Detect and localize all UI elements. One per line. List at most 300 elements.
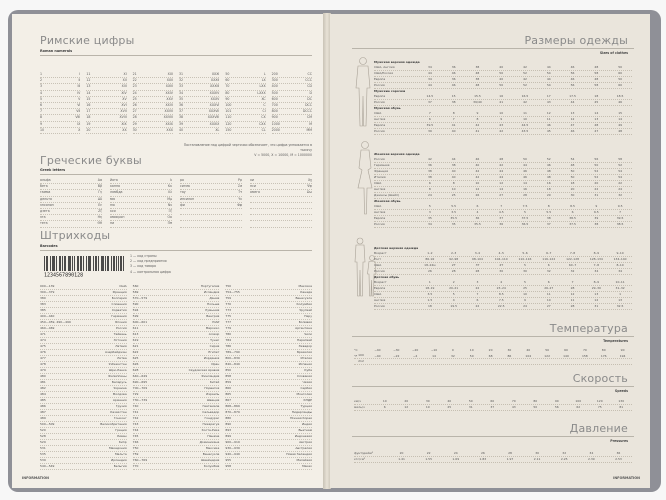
cell-value: Япония [115, 320, 127, 324]
cell-value: Македония [108, 446, 127, 450]
cell-key: 2000 [271, 127, 280, 132]
cell-key: 640—649 [132, 374, 148, 378]
cell-value: Новая Зеландия [286, 452, 312, 456]
row-value: 10–11 [615, 280, 625, 284]
row-value: 11 [546, 292, 551, 296]
cell-key: 940—949 [225, 452, 240, 456]
cell-value: Саудовская Аравия [188, 368, 220, 372]
cell-key: фи [180, 202, 185, 207]
cell-key: 479 [40, 368, 46, 372]
cell-key: 870—879 [225, 410, 240, 414]
cell-value: Турция [300, 404, 312, 408]
row-label: Россия [374, 100, 385, 104]
row-value: 40 [499, 65, 504, 69]
row-value: 1 [619, 292, 622, 296]
row-value: 12 [594, 298, 599, 302]
row-value: 38 [475, 77, 480, 81]
row-value: 50 [570, 175, 575, 179]
cell-key: 80 [225, 90, 230, 95]
row-value: 42 [475, 175, 480, 179]
row-value: 62 [576, 405, 581, 409]
cell-value: Νν [167, 202, 172, 207]
cell-key: 29 [132, 121, 137, 126]
row-value: 38 [594, 222, 599, 226]
cell-value: V [78, 96, 81, 101]
row-value: 44 [427, 71, 432, 75]
cell-key: омега [250, 190, 260, 195]
cell-key: каппа [110, 184, 120, 189]
cell-value: XXXIII [209, 84, 220, 89]
cell-key: 858 [225, 374, 232, 378]
cell-key: 471 [40, 332, 46, 336]
cell-value: Ρρ [238, 178, 242, 182]
group-heading-text: Женская обувь [374, 199, 401, 203]
row-value: 4–5 [498, 251, 504, 255]
row-value: 7.5 [522, 204, 528, 208]
row-value: 1.41 [398, 457, 405, 461]
row-value: 3 [476, 280, 479, 284]
cell-key: эта [40, 215, 46, 220]
women-sizes-table [374, 152, 632, 228]
row-value: 36 [499, 222, 504, 226]
row-value: 11 [570, 298, 575, 302]
row-value: 194 [619, 354, 626, 358]
cell-value: Молдова [112, 392, 127, 396]
row-value: 28 [475, 269, 480, 273]
cell-key: 860 [225, 386, 232, 390]
row-label: Англия [374, 117, 386, 121]
cell-key: 481 [40, 380, 46, 384]
cell-key: 850 [225, 368, 232, 372]
cell-key: 729 [132, 392, 139, 396]
row-value: 68 [488, 354, 493, 358]
cell-value: ЮАР [212, 320, 220, 324]
cell-key: 474 [40, 338, 46, 342]
row-value: 39 [427, 129, 432, 133]
row-value: 30 [570, 193, 575, 197]
row-value: 6 [428, 117, 431, 121]
row-label: Рост [374, 257, 382, 261]
cell-key: кси [110, 209, 116, 214]
row-value: 10 [382, 399, 387, 403]
barcodes-subtitle: Barcodes [40, 244, 58, 248]
table-cell [272, 128, 312, 134]
row-label: США [374, 204, 382, 208]
row-value: 56 [570, 71, 575, 75]
table-row [374, 304, 632, 310]
row-label: Россия [374, 157, 385, 161]
row-value: 6–7 [546, 251, 552, 255]
row-value: 34 [589, 451, 594, 455]
cell-value: Доминикана [199, 440, 220, 444]
cell-key: 20 [86, 127, 91, 132]
cell-value: Эквадор [298, 344, 312, 348]
row-value: 31–32 [615, 286, 625, 290]
cell-key: мю [110, 196, 116, 201]
cell-key: 000—139 [40, 284, 55, 288]
cell-value: DC [307, 96, 312, 101]
cell-key: 15 [86, 96, 91, 101]
row-value: 7.5 [498, 298, 504, 302]
cell-key: 890 [225, 422, 232, 426]
row-value: 8 [476, 117, 479, 121]
cell-value: II [78, 78, 81, 83]
row-value: 20–21 [449, 286, 459, 290]
cell-value: Исландия [203, 290, 220, 294]
row-value: 48 [546, 175, 551, 179]
cell-value: Чехия [302, 380, 312, 384]
row-value: 29 [546, 193, 551, 197]
cell-key: 754—755 [225, 290, 240, 294]
row-value: 16 [546, 181, 551, 185]
divider [352, 386, 634, 387]
cell-key: 759 [132, 452, 139, 456]
cell-key: дзета [40, 209, 50, 214]
row-value: 26–27 [544, 286, 554, 290]
row-value: 50 [570, 169, 575, 173]
cell-key: 528 [40, 434, 46, 438]
row-value: 14 [499, 187, 504, 191]
cell-key: 14 [86, 90, 91, 95]
row-value: 58 [594, 71, 599, 75]
divider [352, 48, 634, 49]
cell-key: 893 [225, 428, 232, 432]
speed-unit: Speeds [614, 389, 628, 393]
cell-value: DCC [305, 103, 312, 108]
row-value: 5.5 [546, 210, 552, 214]
cell-key: 740 [132, 404, 139, 408]
greek-subtitle: Greek letters [40, 168, 66, 172]
group-heading-text: Мужские сорочки [374, 89, 406, 93]
row-value: 46 [618, 100, 623, 104]
row-value: 44 [546, 65, 551, 69]
cell-key: 742 [132, 416, 139, 420]
cell-value: VI [77, 103, 81, 108]
row-value: 39 [594, 216, 599, 220]
row-value: 15 [618, 111, 623, 115]
row-value: 58 [594, 83, 599, 87]
cell-key: 450—459, 490—499 [40, 320, 71, 324]
row-value: 50 [499, 71, 504, 75]
cell-value: Египет [208, 350, 220, 354]
row-value: 52 [618, 163, 623, 167]
row-value: 122–128 [566, 257, 580, 261]
speed-row [354, 405, 632, 411]
cell-value: Хорватия [111, 308, 127, 312]
row-value: 48 [499, 157, 504, 161]
table-cell [180, 221, 242, 227]
row-value: 44 [523, 163, 527, 167]
row-value: 7 [428, 111, 431, 115]
row-value: 36 [451, 77, 456, 81]
cell-value: Боливия [298, 320, 312, 324]
cell-value: Азербайджан [105, 350, 127, 354]
cell-value: C [263, 103, 266, 108]
row-value: 28 [570, 286, 575, 290]
cell-value: XXVII [164, 109, 173, 114]
row-value: 15.5 [474, 94, 481, 98]
cell-value: I [79, 72, 81, 76]
row-value: 24 [618, 187, 623, 191]
table-cell [225, 464, 312, 470]
row-value: −10 [430, 348, 438, 352]
row-value: 60 [618, 83, 623, 87]
row-label: °F [354, 354, 358, 358]
cell-value: Узбекистан [108, 362, 127, 366]
cell-key: хи [250, 178, 254, 182]
row-value: 4 [500, 280, 503, 284]
cell-value: Казахстан [110, 410, 127, 414]
cell-value: Австрия [299, 440, 312, 444]
cell-key: 100 [225, 103, 232, 108]
cell-key: 599 [132, 314, 139, 318]
group-heading-text: Мужская верхняя одежда [374, 60, 420, 64]
row-value: 32 [570, 269, 575, 273]
cell-key: эпсилон [40, 202, 54, 207]
men-sizes-table [374, 60, 632, 135]
table-cell [40, 464, 127, 470]
row-value: 28 [570, 304, 575, 308]
cell-value: Δδ [97, 196, 102, 201]
row-value: 92–98 [449, 257, 459, 261]
cell-value: Колумбия [203, 464, 220, 468]
row-value: 31 [594, 304, 599, 308]
cell-value: Венесуэла [295, 296, 312, 300]
cell-key: 759 [225, 296, 232, 300]
row-value: 48 [594, 77, 599, 81]
cell-value: Парагвай [297, 338, 312, 342]
cell-value: Словакия [296, 374, 312, 378]
row-value: 32 [450, 354, 455, 358]
row-value: 9 [476, 111, 479, 115]
row-label: фунт/дюйм² [354, 451, 374, 455]
row-label: Возраст [374, 280, 387, 284]
row-value: 5 [524, 263, 526, 267]
cell-key: 489 [40, 416, 46, 420]
cell-value: Польша [206, 302, 220, 306]
cell-value: XXX [166, 127, 173, 132]
cell-value: XVI [121, 103, 127, 108]
cell-key: 779 [225, 326, 232, 330]
roman-table [40, 72, 312, 134]
row-value: 16 [499, 94, 504, 98]
cell-value: Швеция [206, 398, 220, 402]
roman-subtitle: Roman numerals [40, 49, 73, 53]
cell-key: 50 [225, 72, 230, 76]
row-value: 48 [475, 71, 480, 75]
row-value: 22 [475, 304, 480, 308]
row-value: 35 [451, 222, 456, 226]
row-value: 3–4 [474, 251, 481, 255]
row-value: 16 [523, 187, 527, 191]
row-value: 42 [475, 123, 480, 127]
row-value: 1–2 [427, 251, 433, 255]
row-value: 158 [581, 354, 588, 358]
row-value: 6 [383, 405, 386, 409]
cell-value: Ливан [116, 434, 127, 438]
cell-key: 613 [132, 332, 139, 336]
cell-key: альфа [40, 178, 51, 182]
cell-key: 800 [271, 109, 278, 114]
row-label: Россия [374, 269, 385, 273]
row-value: 98–104 [471, 257, 483, 261]
row-value: 50 [469, 354, 474, 358]
row-value: 3.5 [451, 210, 457, 214]
temperature-unit: Temperatures [603, 339, 628, 343]
cell-key: 730—739 [132, 398, 148, 402]
row-value: 2 [452, 280, 455, 284]
row-value: 13 [594, 117, 599, 121]
cell-key: 39 [178, 121, 184, 126]
cell-key: йота [110, 178, 118, 182]
cell-key: 539 [40, 458, 46, 462]
cell-value: CXX [259, 121, 266, 126]
row-value: 46 [475, 157, 480, 161]
row-value: 56 [570, 83, 575, 87]
row-value: 1.83 [479, 457, 487, 461]
cell-key: 400—440 [40, 314, 55, 318]
cell-key: 6 [40, 103, 43, 108]
cell-key: 622 [132, 350, 139, 354]
cell-value: LXXX [257, 90, 266, 95]
row-value: 37.5 [569, 222, 576, 226]
cell-key: 880 [225, 416, 232, 420]
row-label: Франция [374, 169, 389, 173]
cell-key: 520 [40, 428, 46, 432]
cell-key: 475 [40, 344, 46, 348]
row-value: 134–140 [613, 257, 627, 261]
cell-key: 789—790 [225, 350, 240, 354]
cell-value: Панама [207, 434, 220, 438]
row-value: 22 [475, 286, 480, 290]
cell-value: Сальвадор [202, 410, 220, 414]
cell-value: Ηη [97, 215, 102, 220]
row-value: 42 [499, 163, 504, 167]
row-value: 40 [451, 169, 456, 173]
cell-value: Уругвай [299, 308, 312, 312]
row-value: 36 [451, 65, 456, 69]
row-value: 39.5 [426, 123, 434, 127]
row-label: Россия [374, 83, 385, 87]
cell-value: MM [306, 127, 312, 132]
row-value: 44 [427, 83, 432, 87]
row-value: 38 [475, 65, 480, 69]
row-label: США, Англия [374, 65, 395, 69]
barcode-table [40, 284, 312, 470]
row-value: 5 [452, 292, 455, 296]
row-value: 41 [499, 100, 504, 104]
cell-key: 38 [178, 115, 184, 120]
cell-key: 110 [225, 115, 232, 120]
row-label: миль/ч [354, 405, 365, 409]
greek-title: Греческие буквы [40, 154, 142, 167]
row-value: 25 [523, 286, 527, 290]
row-value: 52 [546, 157, 551, 161]
row-value: 2.11 [533, 457, 541, 461]
cell-value: Марокко [205, 326, 220, 330]
row-value: 34 [427, 65, 432, 69]
row-value: 44 [499, 169, 504, 173]
row-value: 18–19 [425, 286, 435, 290]
kids-sizes-table [374, 246, 632, 310]
cell-key: 300 [271, 78, 278, 83]
row-value: 130 [618, 399, 625, 403]
row-value: 60 [618, 71, 623, 75]
cell-value: X [78, 127, 81, 132]
row-value: 4 [452, 298, 455, 302]
cell-key: 570—579 [132, 296, 148, 300]
row-value: 9 [595, 204, 598, 208]
cell-value: Κκ [168, 184, 172, 189]
row-label: кгс/см² [354, 457, 366, 461]
cell-value: XXXIX [209, 121, 220, 126]
row-value: 25 [451, 193, 456, 197]
cell-value: XI [123, 72, 127, 76]
cell-key: 30 [132, 127, 137, 132]
cell-value: Бельгия [113, 464, 127, 468]
cell-key: 594 [132, 308, 139, 312]
row-value: 3T [475, 263, 480, 267]
row-value: 140 [563, 354, 569, 358]
cell-value: Филиппины [108, 374, 127, 378]
row-label: Англия [374, 210, 386, 214]
row-value: 44 [499, 175, 504, 179]
cell-value: Болгария [111, 296, 127, 300]
row-value: 20 [399, 451, 404, 455]
cell-value: D [309, 90, 312, 95]
cell-key: 9 [40, 121, 43, 126]
table-cell [133, 464, 220, 470]
cell-key: 27 [132, 109, 137, 114]
cell-key: 16 [86, 103, 91, 108]
pressure-title: Давление [569, 422, 628, 435]
pressure-row [354, 457, 632, 463]
row-value: 50 [499, 83, 504, 87]
cell-key: 611 [132, 326, 139, 330]
row-value: 46 [570, 77, 575, 81]
cell-value: Σσ [237, 184, 242, 189]
row-label: Англия [374, 187, 386, 191]
row-value: 104–110 [494, 257, 508, 261]
cell-key: 955 [225, 458, 232, 462]
cell-value: XL [215, 127, 220, 132]
row-value: 18 [594, 94, 599, 98]
cell-value: Ττ [238, 190, 242, 195]
cell-value: Μμ [167, 196, 172, 201]
cell-key: 476 [40, 350, 46, 354]
row-value: 12 [475, 187, 480, 191]
cell-value: CD [307, 84, 312, 89]
cell-key: 383 [40, 302, 46, 306]
cell-value: XC [261, 96, 266, 101]
cell-key: 770 [225, 302, 232, 306]
cell-value: Коста-Рика [201, 428, 220, 432]
row-value: 12 [546, 111, 551, 115]
cell-value: Γγ [98, 190, 102, 195]
row-value: 50 [533, 405, 538, 409]
cell-value: Ωω [306, 190, 312, 195]
cell-key: 700—709 [132, 386, 148, 390]
row-value: 22 [426, 451, 431, 455]
row-label: США/Россия [374, 71, 394, 75]
cell-value: VII [76, 109, 81, 114]
row-value: 128–134 [589, 257, 603, 261]
sizes-subtitle: Sizes of clothes [599, 51, 628, 55]
row-value: 12 [499, 181, 504, 185]
row-value: 5 [428, 204, 431, 208]
pressure-unit: Pressures [610, 439, 628, 443]
legend-item: 4 — контрольная цифра [130, 269, 171, 274]
